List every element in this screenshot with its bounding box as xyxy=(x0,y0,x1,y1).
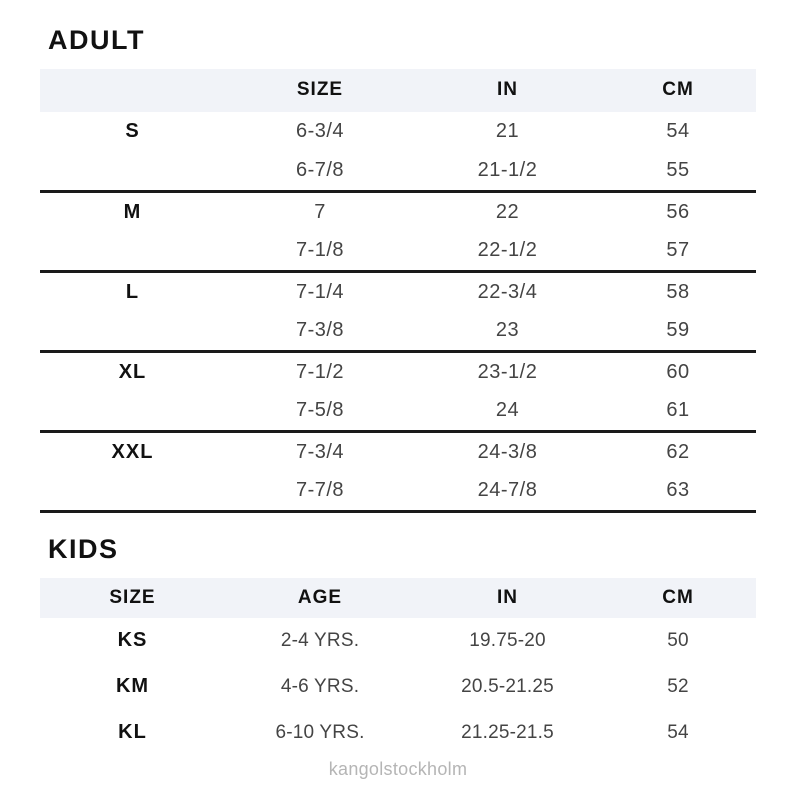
inches-cell: 24 xyxy=(495,399,520,422)
header-cell-size: SIZE xyxy=(225,69,415,112)
inches-cell: 21-1/2 xyxy=(477,159,538,182)
table-row xyxy=(40,272,756,312)
size-label-empty xyxy=(40,312,225,352)
cm-cell: 50 xyxy=(667,629,689,651)
kids-table-body xyxy=(40,618,756,756)
size-label-empty xyxy=(40,152,225,192)
header-cell-age: AGE xyxy=(225,578,415,618)
inches-cell: 19.75-20 xyxy=(469,629,546,651)
header-cell-cm: CM xyxy=(600,578,756,618)
kids-section-title: KIDS xyxy=(48,534,119,565)
adult-size-table xyxy=(40,69,756,514)
table-row xyxy=(40,432,756,472)
inches-cell: 20.5-21.25 xyxy=(461,675,554,697)
size-label: M xyxy=(123,200,142,223)
age-cell: 4-6 YRS. xyxy=(280,675,360,697)
table-row xyxy=(40,152,756,192)
table-row xyxy=(40,472,756,512)
inches-cell: 24-7/8 xyxy=(477,479,538,502)
cm-cell: 56 xyxy=(666,200,690,223)
adult-size-group-xl xyxy=(40,352,756,432)
kids-size-table xyxy=(40,578,756,756)
size-label-empty xyxy=(40,472,225,512)
table-row xyxy=(40,618,756,664)
header-cell-blank xyxy=(40,69,225,112)
table-row xyxy=(40,232,756,272)
hat-size-cell: 7-7/8 xyxy=(295,479,345,502)
cm-cell: 57 xyxy=(666,239,690,262)
size-label: XXL xyxy=(111,440,154,463)
size-label-empty xyxy=(40,232,225,272)
size-label-empty xyxy=(40,392,225,432)
hat-size-cell: 6-7/8 xyxy=(295,159,345,182)
cm-cell: 52 xyxy=(667,675,689,697)
adult-size-group-s xyxy=(40,112,756,192)
table-row xyxy=(40,112,756,152)
hat-size-cell: 7-1/4 xyxy=(295,280,345,303)
inches-cell: 22 xyxy=(495,200,520,223)
kids-table-header xyxy=(40,578,756,618)
table-row xyxy=(40,664,756,710)
header-cell-in: IN xyxy=(415,69,600,112)
size-label: XL xyxy=(118,360,147,383)
cm-cell: 54 xyxy=(667,721,689,743)
hat-size-cell: 6-3/4 xyxy=(295,120,345,143)
size-label: S xyxy=(125,120,140,143)
cm-cell: 61 xyxy=(666,399,690,422)
adult-size-group-xxl xyxy=(40,432,756,512)
age-cell: 2-4 YRS. xyxy=(280,629,360,651)
inches-cell: 23 xyxy=(495,319,520,342)
table-row xyxy=(40,192,756,232)
inches-cell: 21.25-21.5 xyxy=(461,721,554,743)
table-row xyxy=(40,312,756,352)
cm-cell: 55 xyxy=(666,159,690,182)
site-watermark: kangolstockholm xyxy=(328,758,468,779)
cm-cell: 58 xyxy=(666,280,690,303)
hat-size-cell: 7-3/8 xyxy=(295,319,345,342)
table-row xyxy=(40,392,756,432)
cm-cell: 60 xyxy=(666,360,690,383)
inches-cell: 21 xyxy=(495,120,520,143)
size-label: KS xyxy=(117,629,148,652)
inches-cell: 23-1/2 xyxy=(477,360,538,383)
size-label: KL xyxy=(118,721,147,744)
hat-size-cell: 7-1/8 xyxy=(295,239,345,262)
cm-cell: 54 xyxy=(666,120,690,143)
header-row xyxy=(40,69,756,112)
size-label: L xyxy=(125,280,140,303)
header-cell-in: IN xyxy=(415,578,600,618)
cm-cell: 62 xyxy=(666,440,690,463)
hat-size-cell: 7-5/8 xyxy=(295,399,345,422)
hat-size-cell: 7-1/2 xyxy=(295,360,345,383)
inches-cell: 24-3/8 xyxy=(477,440,538,463)
cm-cell: 63 xyxy=(666,479,690,502)
hat-size-cell: 7-3/4 xyxy=(295,440,345,463)
hat-size-cell: 7 xyxy=(314,200,326,223)
size-label: KM xyxy=(115,675,150,698)
table-row xyxy=(40,352,756,392)
table-row xyxy=(40,710,756,756)
inches-cell: 22-3/4 xyxy=(477,280,538,303)
inches-cell: 22-1/2 xyxy=(477,239,538,262)
header-cell-size: SIZE xyxy=(40,578,225,618)
adult-size-group-l xyxy=(40,272,756,352)
cm-cell: 59 xyxy=(666,319,690,342)
header-cell-cm: CM xyxy=(600,69,756,112)
adult-size-group-m xyxy=(40,192,756,272)
adult-section-title: ADULT xyxy=(48,25,145,55)
adult-table-header xyxy=(40,69,756,112)
header-row xyxy=(40,578,756,618)
age-cell: 6-10 YRS. xyxy=(275,721,365,743)
